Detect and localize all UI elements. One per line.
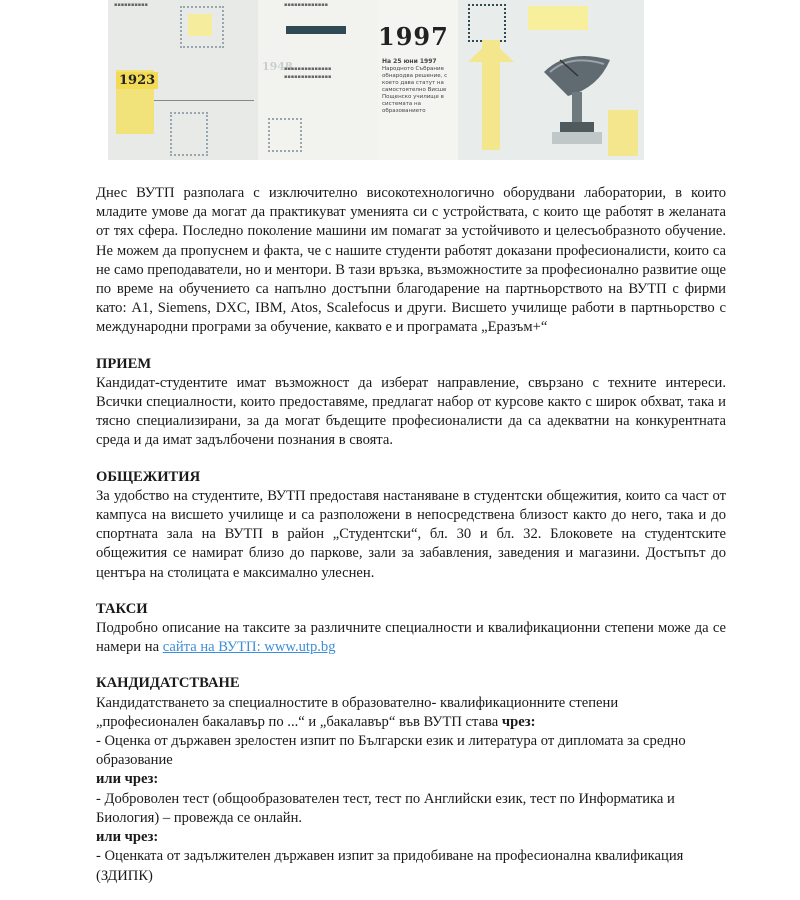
infographic-decor-text: ▪▪▪▪▪▪▪▪▪▪▪▪▪▪ <box>284 66 332 72</box>
section-fees <box>96 600 726 658</box>
application-line-1: Кандидатстването за специалностите в образователно- квалификационните степени <box>96 694 619 711</box>
document-body <box>96 184 726 886</box>
yellow-block <box>608 110 638 156</box>
year-1948: 1948 <box>262 60 293 73</box>
infographic-panel-1948 <box>258 0 378 160</box>
section-title-admission: ПРИЕМ <box>96 355 152 372</box>
application-or-1: или чрез: <box>96 771 159 788</box>
dotted-frame <box>170 112 208 156</box>
fees-text: Подробно описание на таксите за различните специалности и квалификационни степени може да се намери на <box>96 620 726 656</box>
dotted-frame <box>268 118 302 152</box>
section-text-admission: Кандидат-студентите имат възможност да изберат направление, свързано с техните интереси. Всички специалности, които предоставяме, предлагат набор от курсове както с широк обхват, така и тясно специализирани, за да могат бъдещите професионалисти да са адекватни на конкурентната среда и да имат задълбочени познания в своята. <box>96 374 726 449</box>
caption-1997 <box>382 58 458 115</box>
intro-paragraph: Днес ВУТП разполага с изключително високотехнологично оборудвани лаборатории, в които младите умове да могат да практикуват уменията си с устройствата, с които ще работят в желаната от тях сфера. Последно поколение машини им помагат за устойчивото и целесъобразното обучение. Не можем да пропуснем и факта, че с нашите студенти работят доказани професионалисти, които са не само преподаватели, но и ментори. В тази връзка, възможностите за професионално развитие още по време на обучението са напълно достъпни благодарение на партньорството на ВУТП с фирми като: A1, Siemens, DXC, IBM, Atos, Scalefocus и други. Висшето училище работи в партньорство с международни програми за обучение, каквато е и програмата „Еразъм+“ <box>96 185 726 336</box>
application-via-label: чрез: <box>501 713 536 730</box>
infographic-decor-text: ▪▪▪▪▪▪▪▪▪▪▪▪▪▪ <box>284 74 332 80</box>
section-title-dorms: ОБЩЕЖИТИЯ <box>96 468 201 485</box>
timeline-line <box>154 100 254 101</box>
section-title-application: КАНДИДАТСТВАНЕ <box>96 675 240 692</box>
yellow-arrow-head <box>468 40 514 62</box>
yellow-block <box>528 6 588 30</box>
infographic-panel-1997 <box>378 0 458 160</box>
application-line-2-text: „професионален бакалавър по ...“ и „бакалавър“ във ВУТП става <box>96 713 499 730</box>
section-text-dorms: За удобство на студентите, ВУТП предоставя настаняване в студентски общежития, които са част от кампуса на висшето училище и са разположени в непосредствена близост както до него, така и до спортната зала на ВУТП в район „Студентски“, бл. 30 и бл. 32. Блоковете на студентските общежития се намират близо до паркове, зали за забавления, заведения и магазини. Достъпът до центъра на столицата е максимално улеснен. <box>96 487 726 581</box>
application-option-1: - Оценка от държавен зрелостен изпит по Български език и литература от дипломата за средно образование <box>96 733 686 769</box>
year-1997: 1997 <box>378 22 449 51</box>
year-1923-badge: 1923 <box>116 72 158 89</box>
infographic-decor-text: ▪▪▪▪▪▪▪▪▪▪▪▪▪ <box>284 2 329 8</box>
dotted-frame <box>468 4 506 42</box>
application-option-2: - Доброволен тест (общообразователен тест, тест по Английски език, тест по Информатика и Биология) – провежда се онлайн. <box>96 790 675 826</box>
dark-label-bar <box>286 26 346 34</box>
yellow-square <box>188 14 212 36</box>
section-application <box>96 674 726 885</box>
caption-1997-body: Народното Събрание обнародва решение, с което дава статут на самостоятелно Висше Пощенско училище в системата на образованието <box>382 66 448 114</box>
utp-website-link[interactable]: сайта на ВУТП: www.utp.bg <box>162 639 336 656</box>
history-infographic <box>108 0 644 160</box>
infographic-decor-text: ▪▪▪▪▪▪▪▪▪▪ <box>114 2 148 8</box>
section-title-fees: ТАКСИ <box>96 600 148 617</box>
infographic-panel-1923 <box>108 0 258 160</box>
caption-1997-title: На 25 юни 1997 <box>382 58 437 65</box>
application-option-3: - Оценката от задължителен държавен изпит за придобиване на професионална квалификация (ЗДИПК) <box>96 848 684 884</box>
section-dorms <box>96 468 726 583</box>
application-line-2 <box>96 713 726 732</box>
section-text-fees <box>96 619 726 657</box>
application-or-2: или чрез: <box>96 829 159 846</box>
satellite-dish-icon <box>538 42 618 152</box>
infographic-panel-satellite <box>458 0 644 160</box>
section-admission <box>96 355 726 451</box>
